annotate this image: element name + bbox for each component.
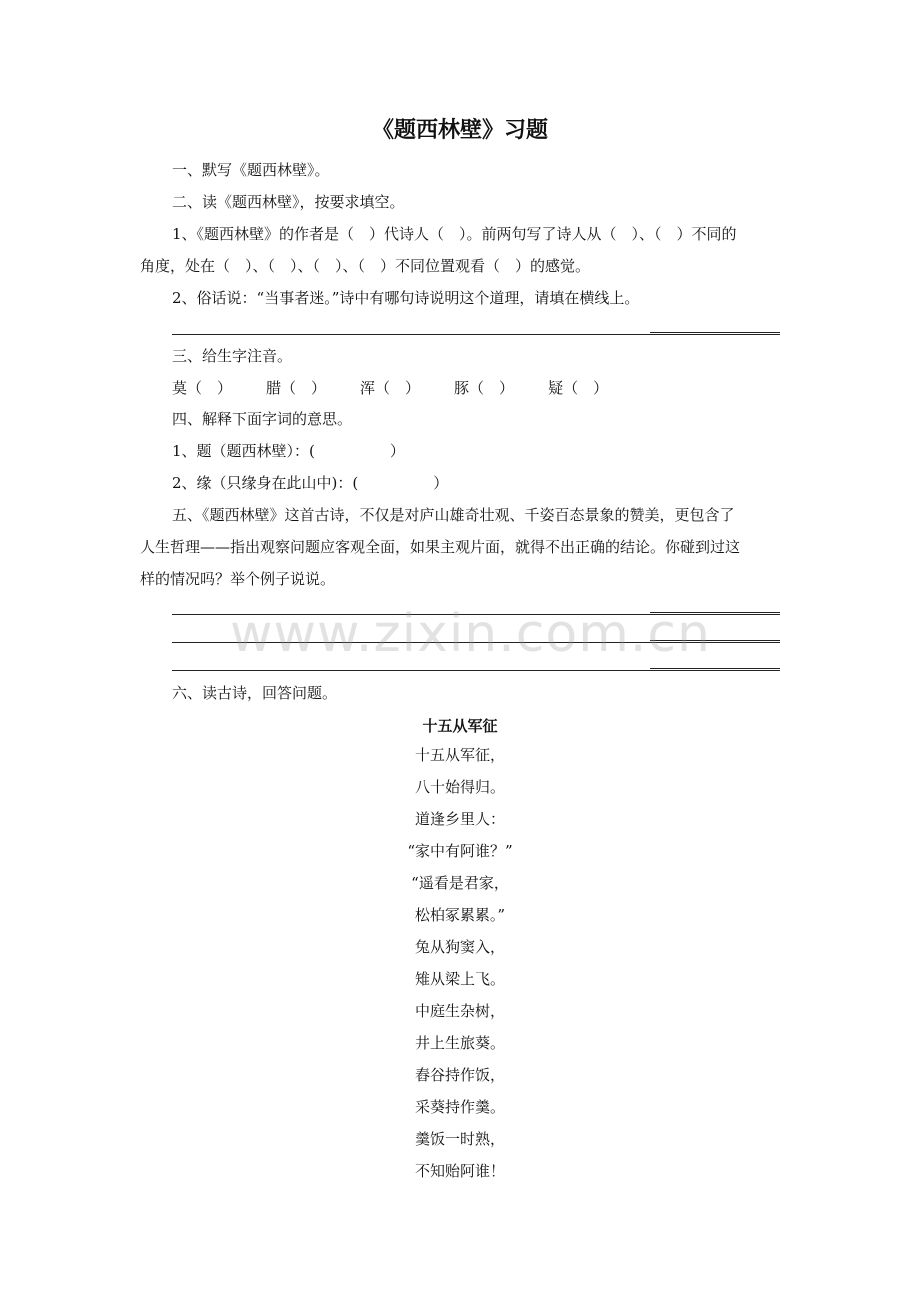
poem-title: 十五从军征	[422, 717, 498, 735]
poem-line: “遥看是君家，	[411, 874, 509, 892]
poem-line: 中庭生杂树，	[414, 1002, 505, 1020]
question-4-2: 2、缘（只缘身在此山中)：( ）	[172, 474, 449, 492]
poem-line: 采葵持作羹。	[414, 1098, 505, 1116]
poem-body	[0, 744, 920, 1192]
question-4: 四、解释下面字词的意思。	[172, 410, 353, 428]
char-item: 浑（ ）	[360, 379, 421, 397]
char-list	[172, 377, 608, 398]
poem-line: 羹饭一时熟，	[414, 1130, 505, 1148]
question-2-1-line-a: 1、《题西林壁》的作者是（ ）代诗人（ ）。前两句写了诗人从（ ）、（ ）不同的	[172, 225, 737, 243]
poem-line: 道逢乡里人：	[414, 810, 505, 828]
question-1: 一、默写《题西林壁》。	[172, 161, 330, 179]
question-2-2: 2、俗话说：“当事者迷。”诗中有哪句诗说明这个道理，请填在横线上。	[172, 289, 640, 307]
poem-line: 舂谷持作饭，	[414, 1066, 505, 1084]
question-2: 二、读《题西林壁》，按要求填空。	[172, 193, 405, 211]
question-6: 六、读古诗，回答问题。	[172, 684, 338, 702]
question-4-1: 1、题（题西林壁）：( ）	[172, 442, 405, 460]
char-item: 疑（ ）	[548, 379, 609, 397]
char-item: 豚（ ）	[454, 379, 515, 397]
poem-line: 八十始得归。	[414, 778, 505, 796]
poem-line: 井上生旅葵。	[414, 1034, 505, 1052]
char-item: 莫（ ）	[172, 379, 233, 397]
page-title: 《题西林壁》习题	[371, 118, 548, 143]
poem-line: 十五从军征，	[414, 746, 505, 764]
poem-line: 兔从狗窦入，	[414, 938, 505, 956]
char-item: 腊（ ）	[266, 379, 327, 397]
poem-line: “家中有阿谁？”	[407, 842, 513, 860]
question-3: 三、给生字注音。	[172, 347, 293, 365]
answer-line	[172, 670, 780, 671]
poem-line: 松柏冢累累。”	[414, 906, 506, 924]
question-5-line-a: 五、《题西林壁》这首古诗，不仅是对庐山雄奇壮观、千姿百态景象的赞美，更包含了	[172, 506, 735, 524]
poem-line: 不知贻阿谁！	[414, 1162, 505, 1180]
watermark: www.zixin.com.cn	[230, 604, 711, 664]
answer-line	[172, 334, 780, 335]
poem-line: 雉从梁上飞。	[414, 970, 505, 988]
question-5-line-c: 样的情况吗？举个例子说说。	[140, 570, 336, 588]
question-5-line-b: 人生哲理——指出观察问题应客观全面，如果主观片面，就得不出正确的结论。你碰到过这	[140, 538, 741, 556]
question-2-1-line-b: 角度，处在（ ）、（ ）、（ ）、（ ）不同位置观看（ ）的感觉。	[140, 257, 591, 275]
